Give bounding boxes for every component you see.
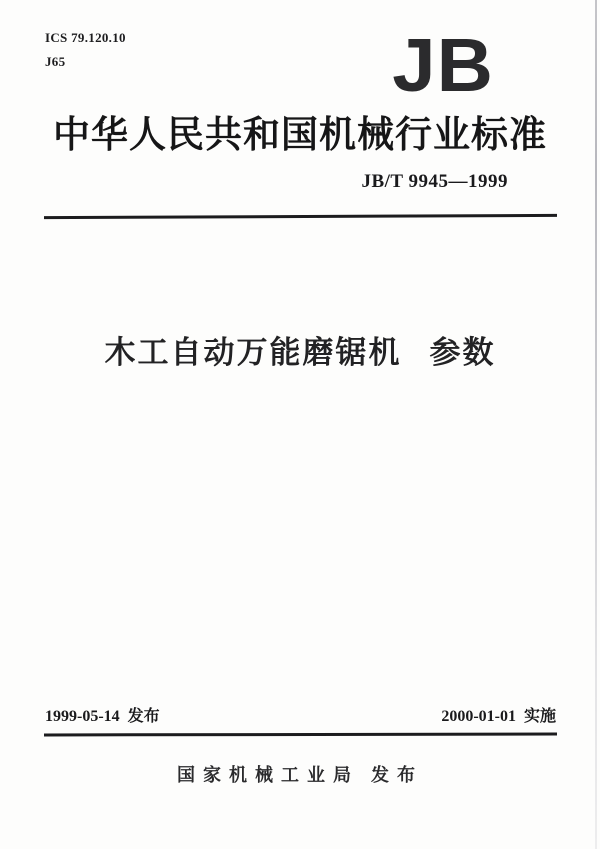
doc-class-code: J65 (45, 54, 66, 69)
jb-logo: JB (392, 22, 494, 108)
standard-heading: 中华人民共和国机械行业标准 (53, 114, 547, 155)
scan-edge-artifact (595, 0, 597, 849)
publisher-agency: 国家机械工业局 (177, 765, 359, 785)
date-row (45, 709, 556, 725)
footer-rule (44, 733, 557, 737)
document-title-subtitle: 参数 (429, 335, 496, 370)
implement-date-group (441, 709, 556, 725)
document-title (0, 327, 600, 372)
publisher-action: 发布 (371, 765, 423, 785)
header-rule (44, 214, 557, 219)
standard-number: JB/T 9945—1999 (361, 171, 508, 192)
implement-date: 2000-01-01 (441, 708, 516, 725)
publisher-line (0, 761, 600, 787)
classification-codes (45, 31, 126, 68)
issue-date-group (45, 709, 160, 725)
ics-code: ICS 79.120.10 (45, 30, 126, 45)
issue-label: 发布 (127, 708, 160, 725)
document-title-main: 木工自动万能磨锯机 (104, 335, 402, 370)
implement-label: 实施 (523, 708, 556, 725)
issue-date: 1999-05-14 (45, 708, 120, 725)
